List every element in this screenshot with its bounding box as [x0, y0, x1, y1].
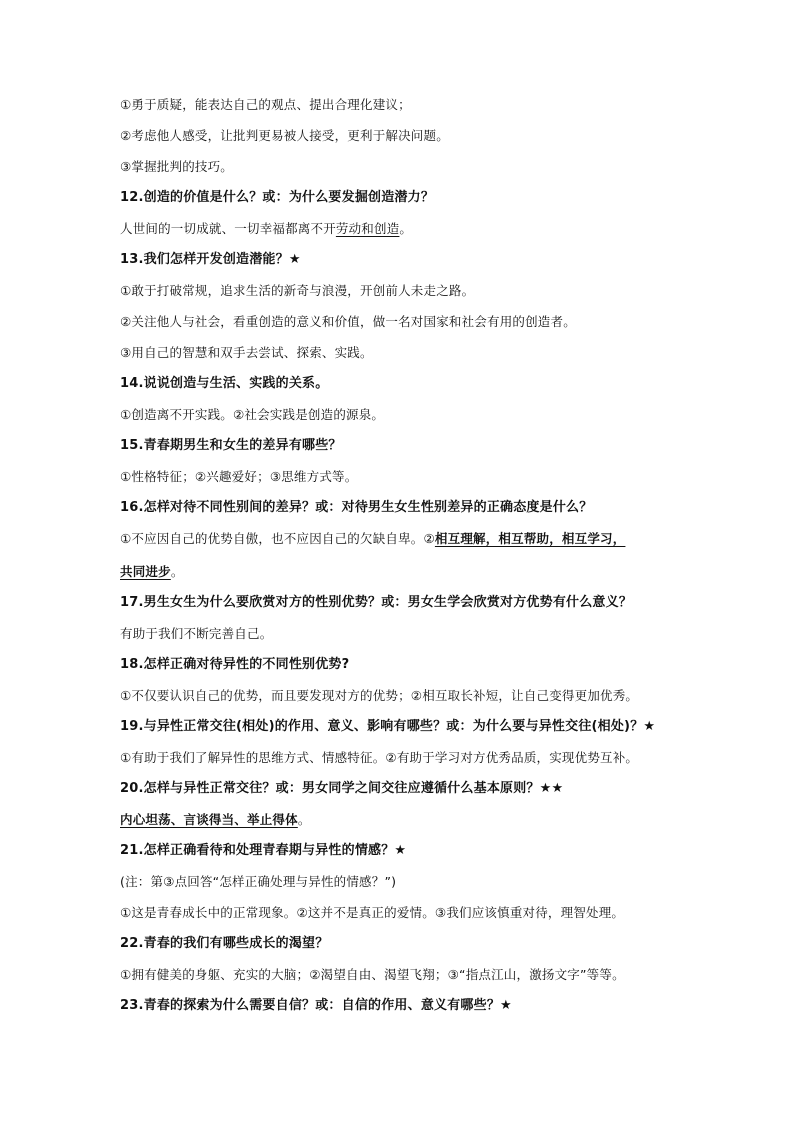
question-16: 16.怎样对待不同性别间的差异？或：对待男生女生性别差异的正确态度是什么？ — [120, 500, 593, 515]
underlined-keyword: 共同进步 — [120, 564, 171, 579]
note-line: (注：第③点回答“怎样正确处理与异性的情感？”) — [120, 874, 397, 889]
answer-line: ②考虑他人感受，让批判更易被人接受，更利于解决问题。 — [120, 128, 449, 143]
question-18: 18.怎样正确对待异性的不同性别优势? — [120, 657, 350, 672]
answer-line: ①不仅要认识自己的优势，而且要发现对方的优势；②相互取长补短，让自己变得更加优秀。 — [120, 688, 639, 703]
question-17: 17.男生女生为什么要欣赏对方的性别优势？或：男女生学会欣赏对方优势有什么意义？ — [120, 595, 633, 610]
answer-16 — [120, 530, 700, 563]
answer-line: ①这是青春成长中的正常现象。②这并不是真正的爱情。③我们应该慎重对待，理智处理。 — [120, 905, 625, 920]
punctuation: 。 — [297, 812, 311, 827]
answer-line: ①性格特征；②兴趣爱好；③思维方式等。 — [120, 469, 358, 484]
answer-line: ①拥有健美的身躯、充实的大脑；②渴望自由、渴望飞翔；③“指点江山，激扬文字”等等。 — [120, 967, 625, 982]
answer-text: 人世间的一切成就、一切幸福都离不开 — [120, 221, 336, 236]
question-21: 21.怎样正确看待和处理青春期与异性的情感？★ — [120, 843, 407, 858]
answer-20 — [120, 811, 700, 842]
answer-line: ①有助于我们了解异性的思维方式、情感特征。②有助于学习对方优秀品质，实现优势互补。 — [120, 750, 639, 765]
question-23: 23.青春的探索为什么需要自信？或：自信的作用、意义有哪些？★ — [120, 998, 512, 1013]
underlined-keyword: 劳动和创造 — [335, 221, 400, 236]
underlined-keyword: 相互理解，相互帮助，相互学习， — [434, 531, 626, 546]
question-12: 12.创造的价值是什么？或：为什么要发掘创造潜力？ — [120, 190, 435, 205]
answer-line: ①勇于质疑，能表达自己的观点、提出合理化建议； — [120, 97, 411, 112]
question-20: 20.怎样与异性正常交往？或：男女同学之间交往应遵循什么基本原则？★★ — [120, 781, 564, 796]
question-22: 22.青春的我们有哪些成长的渴望？ — [120, 936, 329, 951]
document-page — [120, 96, 700, 1028]
underlined-keyword: 内心坦荡、言谈得当、举止得体 — [120, 812, 298, 827]
question-19: 19.与异性正常交往(相处)的作用、意义、影响有哪些？或：为什么要与异性交往(相处)？★ — [120, 719, 656, 734]
answer-line: ①创造离不开实践。②社会实践是创造的源泉。 — [120, 407, 385, 422]
question-15: 15.青春期男生和女生的差异有哪些？ — [120, 438, 342, 453]
answer-line: 有助于我们不断完善自己。 — [120, 626, 273, 641]
question-14: 14.说说创造与生活、实践的关系。 — [120, 376, 329, 391]
answer-line: ①敢于打破常规，追求生活的新奇与浪漫，开创前人未走之路。 — [120, 283, 475, 298]
question-13: 13.我们怎样开发创造潜能？★ — [120, 252, 301, 267]
punctuation: 。 — [399, 221, 413, 236]
answer-16-continued — [120, 563, 700, 594]
answer-line: ③掌握批判的技巧。 — [120, 159, 234, 174]
answer-line: ②关注他人与社会，看重创造的意义和价值，做一名对国家和社会有用的创造者。 — [120, 314, 576, 329]
answer-text: ①不应因自己的优势自傲，也不应因自己的欠缺自卑。② — [120, 531, 435, 546]
answer-line: ③用自己的智慧和双手去尝试、探索、实践。 — [120, 345, 373, 360]
answer-12 — [120, 220, 700, 251]
punctuation: 。 — [170, 564, 184, 579]
